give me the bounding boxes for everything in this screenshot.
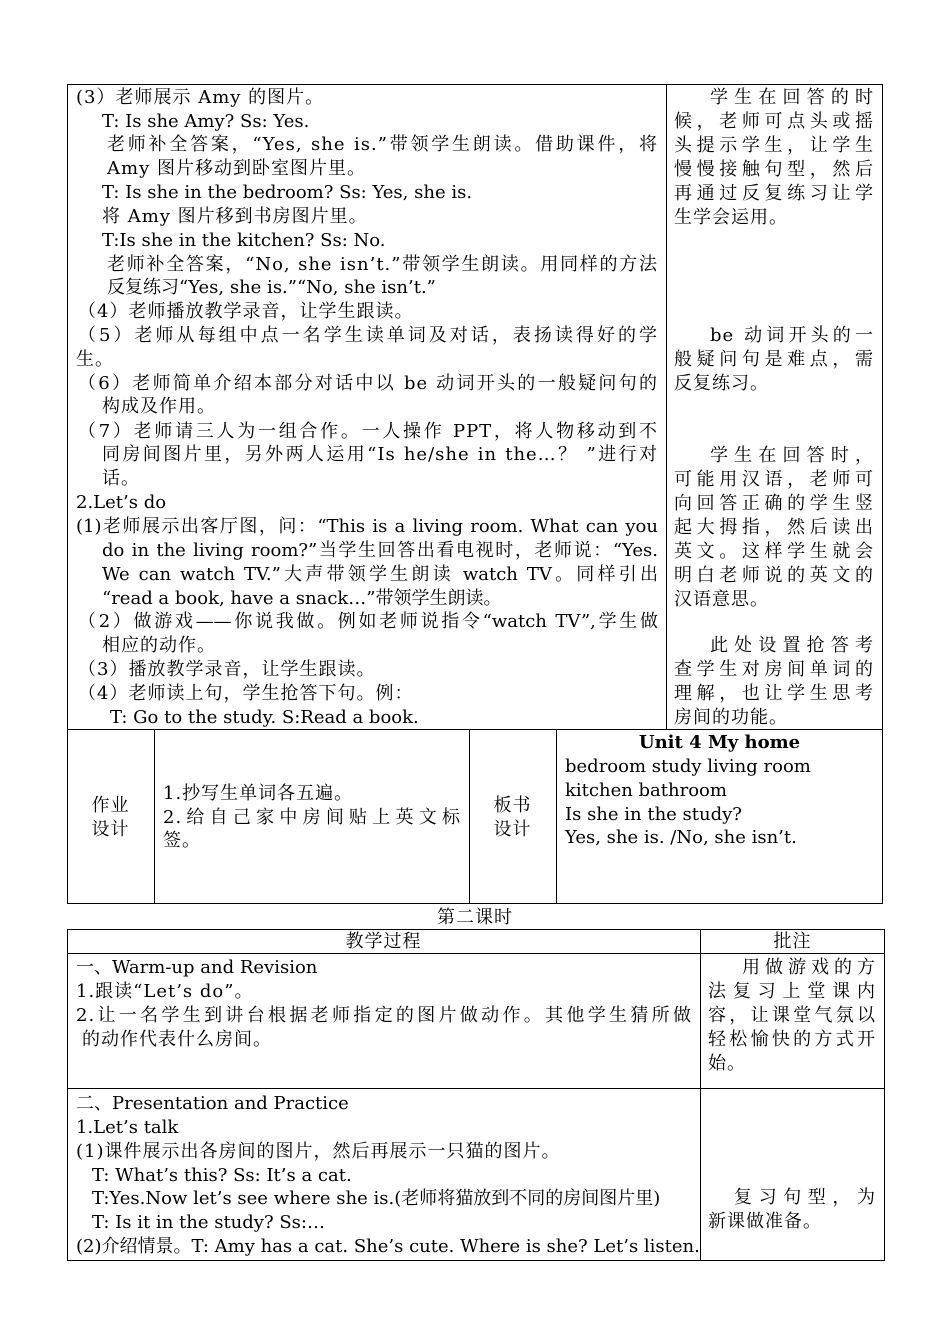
homework-label-divider xyxy=(154,729,155,904)
process-line: 同房间图片里，另外两人运用“Is he/she in the…？ ”进行对 xyxy=(102,444,658,465)
sec2-line: 1.Let’s talk xyxy=(76,1117,179,1138)
homework-line: 1.抄写生单词各五遍。 xyxy=(163,783,354,804)
sec1-line: 一、Warm-up and Revision xyxy=(76,957,318,978)
note-line: 般疑问句是难点，需 xyxy=(674,349,874,370)
note-line: 理解，也让学生思考 xyxy=(674,683,874,704)
col-header-process: 教学过程 xyxy=(345,931,422,952)
process-line: 将 Amy 图片移到书房图片里。 xyxy=(102,206,368,227)
sec2-line: (1)课件展示出各房间的图片，然后再展示一只猫的图片。 xyxy=(76,1141,561,1162)
process-line: T: Is she in the bedroom? Ss: Yes, she is. xyxy=(102,182,473,203)
board-line: kitchen bathroom xyxy=(565,780,727,801)
col-header-notes: 批注 xyxy=(773,931,812,952)
sec2-line: T: Is it in the study? Ss:… xyxy=(92,1212,325,1233)
sec1-note: 用做游戏的方 xyxy=(742,957,876,978)
sec1-line: 1.跟读“Let’s do”。 xyxy=(76,981,254,1002)
process-line: 反复练习“Yes, she is.”“No, she isn’t.” xyxy=(107,277,436,298)
sec2-line: T: What’s this? Ss: It’s a cat. xyxy=(92,1165,352,1186)
note-line: 生学会运用。 xyxy=(674,207,788,228)
process-line: (1)老师展示出客厅图，问：“This is a living room. What can you xyxy=(76,516,658,537)
note-line: 汉语意思。 xyxy=(674,589,769,610)
note-line: 房间的功能。 xyxy=(674,707,788,728)
board-label: 板书 xyxy=(493,795,532,816)
process-line: 生。 xyxy=(76,349,114,370)
note-line: 可能用汉语，老师可 xyxy=(674,469,874,490)
process-line: T:Is she in the kitchen? Ss: No. xyxy=(102,230,386,251)
note-line: 查学生对房间单词的 xyxy=(674,659,874,680)
process-line: T: Is she Amy? Ss: Yes. xyxy=(102,111,310,132)
board-line: Is she in the study? xyxy=(565,804,742,825)
process-line: （4）老师播放教学录音，让学生跟读。 xyxy=(78,301,414,322)
note-line: 此处设置抢答考 xyxy=(710,635,874,656)
sec2-line: T:Yes.Now let’s see where she is.(老师将猫放到不同的房间图片里) xyxy=(92,1188,661,1209)
homework-label: 设计 xyxy=(91,819,130,840)
sec2-note: 新课做准备。 xyxy=(708,1211,822,1232)
process-line: （6）老师简单介绍本部分对话中以 be 动词开头的一般疑问句的 xyxy=(78,373,658,394)
board-label: 设计 xyxy=(493,819,532,840)
board-line: bedroom study living room xyxy=(565,756,811,777)
process-line: （3）播放教学录音，让学生跟读。 xyxy=(78,659,376,680)
note-line: 向回答正确的学生竖 xyxy=(674,493,874,514)
note-line: be 动词开头的一 xyxy=(710,325,874,346)
homework-line: 2.给自己家中房间贴上英文标 xyxy=(163,807,461,828)
sec1-note: 始。 xyxy=(708,1053,746,1074)
process-line: 话。 xyxy=(102,468,140,489)
sec1-line: 2.让一名学生到讲台根据老师指定的图片做动作。其他学生猜所做 xyxy=(76,1005,692,1026)
process-line: We can watch TV.”大声带领学生朗读 watch TV。同样引出 xyxy=(102,564,658,585)
process-line: 构成及作用。 xyxy=(102,396,216,417)
note-line: 候，老师可点头或摇 xyxy=(674,111,874,132)
notes-divider xyxy=(666,84,667,730)
process-line: （2）做游戏——你说我做。例如老师说指令“watch TV”,学生做 xyxy=(78,611,658,632)
lesson2-header-divider xyxy=(67,953,885,954)
sec2-line: 二、Presentation and Practice xyxy=(76,1093,349,1114)
sec2-note: 复习句型，为 xyxy=(734,1187,876,1208)
process-line: T: Go to the study. S:Read a book. xyxy=(110,707,419,728)
process-line: Amy 图片移动到卧室图片里。 xyxy=(107,158,366,179)
lesson2-title: 第二课时 xyxy=(437,907,513,928)
process-line: “read a book, have a snack…”带领学生朗读。 xyxy=(102,588,502,609)
process-line: 相应的动作。 xyxy=(102,635,216,656)
homework-label: 作业 xyxy=(91,795,130,816)
process-line: （5）老师从每组中点一名学生读单词及对话，表扬读得好的学 xyxy=(78,325,658,346)
process-line: 2.Let’s do xyxy=(76,492,167,513)
row-divider xyxy=(67,729,883,730)
process-line: （4）老师读上句，学生抢答下句。例： xyxy=(78,683,414,704)
homework-line: 签。 xyxy=(163,830,201,851)
process-line: do in the living room?”当学生回答出看电视时，老师说：“Yes. xyxy=(102,540,658,561)
note-line: 英文。这样学生就会 xyxy=(674,541,874,562)
note-line: 起大拇指，然后读出 xyxy=(674,517,874,538)
sec2-line: (2)介绍情景。T: Amy has a cat. She’s cute. Where is she? Let’s listen. xyxy=(76,1236,700,1257)
board-title: Unit 4 My home xyxy=(638,732,801,753)
process-line: (3）老师展示 Amy 的图片。 xyxy=(76,87,325,108)
lesson2-row-divider xyxy=(67,1088,885,1089)
note-line: 学生在回答的时 xyxy=(710,87,874,108)
sec1-note: 法复习上堂课内 xyxy=(708,981,876,1002)
note-line: 明白老师说的英文的 xyxy=(674,565,874,586)
board-label-divider xyxy=(556,729,557,904)
note-line: 慢慢接触句型，然后 xyxy=(674,159,874,180)
lesson2-col-divider xyxy=(700,929,701,1261)
sec1-line: 的动作代表什么房间。 xyxy=(82,1029,272,1050)
process-line: （7）老师请三人为一组合作。一人操作 PPT，将人物移动到不 xyxy=(78,421,658,442)
note-line: 头提示学生，让学生 xyxy=(674,135,874,156)
process-line: 老师补全答案，“Yes, she is.”带领学生朗读。借助课件，将 xyxy=(107,134,658,155)
note-line: 再通过反复练习让学 xyxy=(674,183,874,204)
note-line: 反复练习。 xyxy=(674,373,769,394)
sec1-note: 轻松愉快的方式开 xyxy=(708,1029,876,1050)
process-line: 老师补全答案，“No, she isn’t.”带领学生朗读。用同样的方法 xyxy=(107,254,658,275)
board-line: Yes, she is. /No, she isn’t. xyxy=(565,827,797,848)
sec1-note: 容，让课堂气氛以 xyxy=(708,1005,876,1026)
note-line: 学生在回答时， xyxy=(710,445,874,466)
